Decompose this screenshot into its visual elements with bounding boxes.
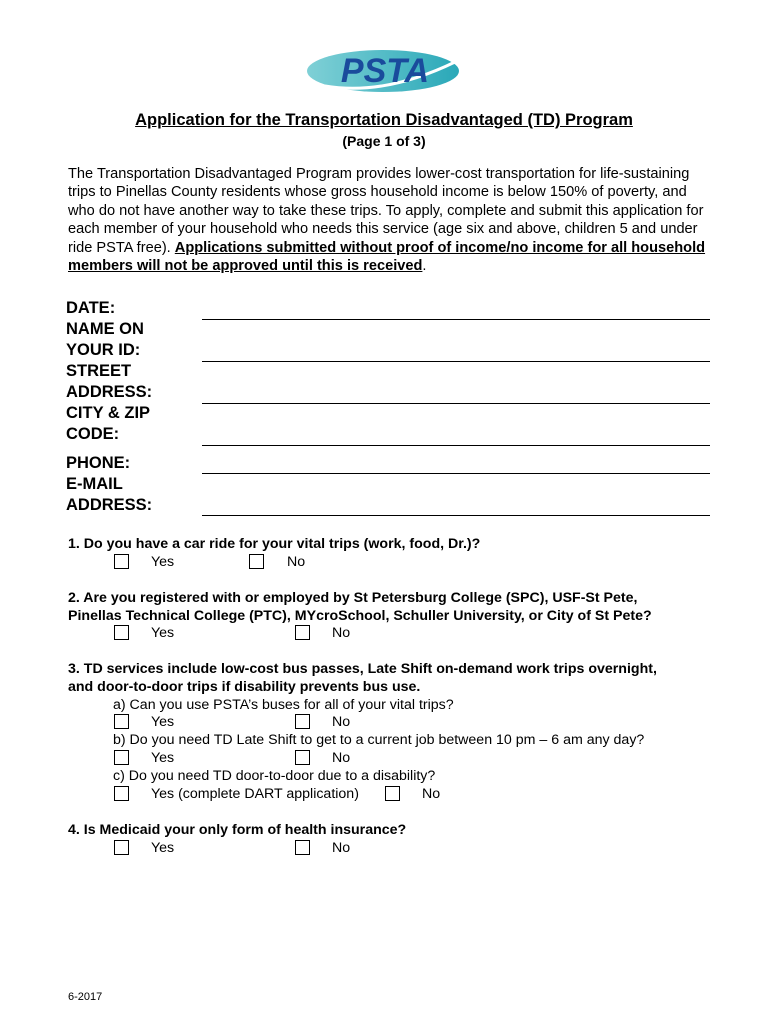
city-label-line1: CITY & ZIP xyxy=(66,404,151,422)
q2-yes-checkbox[interactable] xyxy=(114,625,129,640)
question-3-line2: and door-to-door trips if disability prevents bus use. xyxy=(68,679,421,695)
question-4: 4. Is Medicaid your only form of health insurance? xyxy=(68,822,407,838)
q1-yes-checkbox[interactable] xyxy=(114,554,129,569)
question-3b: b) Do you need TD Late Shift to get to a current job between 10 pm – 6 am any day? xyxy=(113,732,645,748)
logo-text: PSTA xyxy=(340,52,430,90)
email-input-line[interactable] xyxy=(202,515,710,516)
city-label-line2: CODE: xyxy=(66,425,120,443)
psta-logo xyxy=(305,46,465,96)
question-3-line1: 3. TD services include low-cost bus passes, Late Shift on-demand work trips overnight, xyxy=(68,661,657,677)
q4-no-checkbox[interactable] xyxy=(295,840,310,855)
q3c-yes-label: Yes (complete DART application) xyxy=(151,786,359,802)
q3a-no-label: No xyxy=(332,714,351,730)
street-label-line2: ADDRESS: xyxy=(66,383,153,401)
q3b-no-label: No xyxy=(332,750,351,766)
q3b-yes-checkbox[interactable] xyxy=(114,750,129,765)
q1-no-checkbox[interactable] xyxy=(249,554,264,569)
email-label-line2: ADDRESS: xyxy=(66,496,153,514)
q3c-no-label: No xyxy=(422,786,441,802)
q3a-no-checkbox[interactable] xyxy=(295,714,310,729)
q3a-yes-label: Yes xyxy=(151,714,175,730)
q1-no-label: No xyxy=(287,554,306,570)
q3c-no-checkbox[interactable] xyxy=(385,786,400,801)
q4-yes-checkbox[interactable] xyxy=(114,840,129,855)
email-label-line1: E-MAIL xyxy=(66,475,123,493)
q3a-yes-checkbox[interactable] xyxy=(114,714,129,729)
city-input-line[interactable] xyxy=(202,445,710,446)
question-3a: a) Can you use PSTA’s buses for all of your vital trips? xyxy=(113,697,454,713)
question-2-line1: 2. Are you registered with or employed by St Petersburg College (SPC), USF-St Pete, xyxy=(68,590,638,606)
q2-no-label: No xyxy=(332,625,351,641)
q2-yes-label: Yes xyxy=(151,625,175,641)
q4-yes-label: Yes xyxy=(151,840,175,856)
name-label-line2: YOUR ID: xyxy=(66,341,141,359)
street-input-line[interactable] xyxy=(202,403,710,404)
proof-of-income-notice: Applications submitted without proof of income/no income for all household members will not be approved until this is received xyxy=(68,239,706,275)
q3b-no-checkbox[interactable] xyxy=(295,750,310,765)
question-1: 1. Do you have a car ride for your vital trips (work, food, Dr.)? xyxy=(68,536,481,552)
name-input-line[interactable] xyxy=(202,361,710,362)
date-label: DATE: xyxy=(66,299,116,317)
revision-date: 6-2017 xyxy=(68,991,103,1003)
question-3c: c) Do you need TD door-to-door due to a disability? xyxy=(113,768,436,784)
q1-yes-label: Yes xyxy=(151,554,175,570)
intro-text: The Transportation Disadvantaged Program provides lower-cost transportation for life-sustaining trips to Pinellas County residents whose gross household income is below 150% of poverty, and who do not have another way to take these trips. To apply, complete and submit this application for each member of your household who needs this service (age six and above, children 5 and under ride PSTA free). xyxy=(68,166,704,256)
phone-input-line[interactable] xyxy=(202,473,710,474)
phone-label: PHONE: xyxy=(66,454,131,472)
q3c-yes-checkbox[interactable] xyxy=(114,786,129,801)
name-label-line1: NAME ON xyxy=(66,320,144,338)
date-input-line[interactable] xyxy=(202,319,710,320)
street-label-line1: STREET xyxy=(66,362,132,380)
page-number: (Page 1 of 3) xyxy=(342,133,426,149)
intro-end: . xyxy=(422,258,427,275)
question-2-line2: Pinellas Technical College (PTC), MYcroSchool, Schuller University, or City of St Pete? xyxy=(68,608,652,624)
q2-no-checkbox[interactable] xyxy=(295,625,310,640)
q3b-yes-label: Yes xyxy=(151,750,175,766)
form-title: Application for the Transportation Disadvantaged (TD) Program xyxy=(135,111,633,129)
intro-paragraph xyxy=(68,165,708,275)
q4-no-label: No xyxy=(332,840,351,856)
psta-logo-graphic xyxy=(305,46,465,96)
